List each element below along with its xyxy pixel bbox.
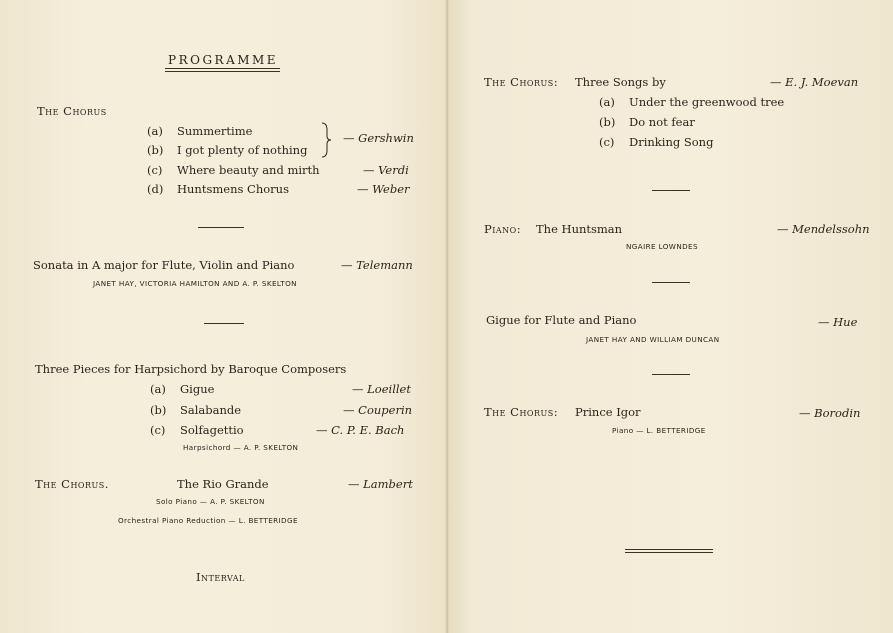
- composer: — Mendelssohn: [777, 222, 870, 236]
- item-letter: (a): [150, 382, 166, 396]
- item-title: The Huntsman: [536, 222, 623, 236]
- item-letter: (c): [599, 135, 615, 149]
- item-title: I got plenty of nothing: [177, 143, 308, 157]
- divider: [652, 374, 690, 375]
- item-title: Prince Igor: [575, 405, 641, 419]
- chorus-heading: The Chorus:: [484, 405, 559, 419]
- chorus-heading: The Chorus.: [35, 477, 109, 491]
- interval: Interval: [196, 570, 245, 584]
- item-letter: (b): [150, 403, 167, 417]
- title-underline-2: [165, 71, 280, 72]
- divider: [198, 227, 244, 228]
- composer: — Gershwin: [343, 131, 414, 145]
- performers: JANET HAY, VICTORIA HAMILTON AND A. P. SKELTON: [93, 279, 297, 288]
- item-title: Under the greenwood tree: [629, 95, 785, 109]
- item-letter: (d): [147, 182, 164, 196]
- item-title: Gigue: [180, 382, 215, 396]
- item-letter: (a): [147, 124, 163, 138]
- item-title: Solfagettio: [180, 423, 244, 437]
- sonata-title: Sonata in A major for Flute, Violin and Piano: [33, 258, 295, 272]
- divider: [652, 282, 690, 283]
- composer: — Weber: [357, 182, 410, 196]
- gigue-title: Gigue for Flute and Piano: [486, 313, 637, 327]
- item-letter: (c): [150, 423, 166, 437]
- item-title: Huntsmens Chorus: [177, 182, 289, 196]
- item-letter: (c): [147, 163, 163, 177]
- title-underline-1: [165, 68, 280, 69]
- performer: Piano — L. BETTERIDGE: [612, 426, 706, 435]
- item-title: Summertime: [177, 124, 253, 138]
- divider: [204, 323, 244, 324]
- item-letter: (b): [599, 115, 616, 129]
- brace-icon: [320, 121, 332, 159]
- harpsichord-title: Three Pieces for Harpsichord by Baroque Composers: [35, 362, 347, 376]
- chorus-heading: The Chorus:: [484, 75, 559, 89]
- item-title: The Rio Grande: [177, 477, 269, 491]
- programme-title: PROGRAMME: [168, 53, 279, 67]
- end-rule-2: [625, 552, 713, 553]
- piano-heading: Piano:: [484, 222, 522, 236]
- composer: — Telemann: [341, 258, 413, 272]
- composer: — Hue: [818, 315, 858, 329]
- item-title: Where beauty and mirth: [177, 163, 320, 177]
- item-title: Salabande: [180, 403, 242, 417]
- chorus-heading: The Chorus: [37, 104, 107, 118]
- item-title: Drinking Song: [629, 135, 714, 149]
- performer: NGAIRE LOWNDES: [626, 242, 698, 251]
- composer: — Loeillet: [352, 382, 411, 396]
- performer: Harpsichord — A. P. SKELTON: [183, 443, 299, 452]
- composer: — Couperin: [343, 403, 413, 417]
- end-rule-1: [625, 549, 713, 550]
- divider: [652, 190, 690, 191]
- item-title: Three Songs by: [575, 75, 666, 89]
- composer: — C. P. E. Bach: [316, 423, 405, 437]
- composer: — Borodin: [799, 406, 861, 420]
- composer: — Verdi: [363, 163, 409, 177]
- performer: Orchestral Piano Reduction — L. BETTERIDGE: [118, 516, 298, 525]
- performers: JANET HAY AND WILLIAM DUNCAN: [586, 335, 720, 344]
- item-title: Do not fear: [629, 115, 695, 129]
- page-fold: [445, 0, 449, 633]
- composer: — E. J. Moevan: [770, 75, 859, 89]
- composer: — Lambert: [348, 477, 413, 491]
- performer: Solo Piano — A. P. SKELTON: [156, 497, 265, 506]
- item-letter: (a): [599, 95, 615, 109]
- item-letter: (b): [147, 143, 164, 157]
